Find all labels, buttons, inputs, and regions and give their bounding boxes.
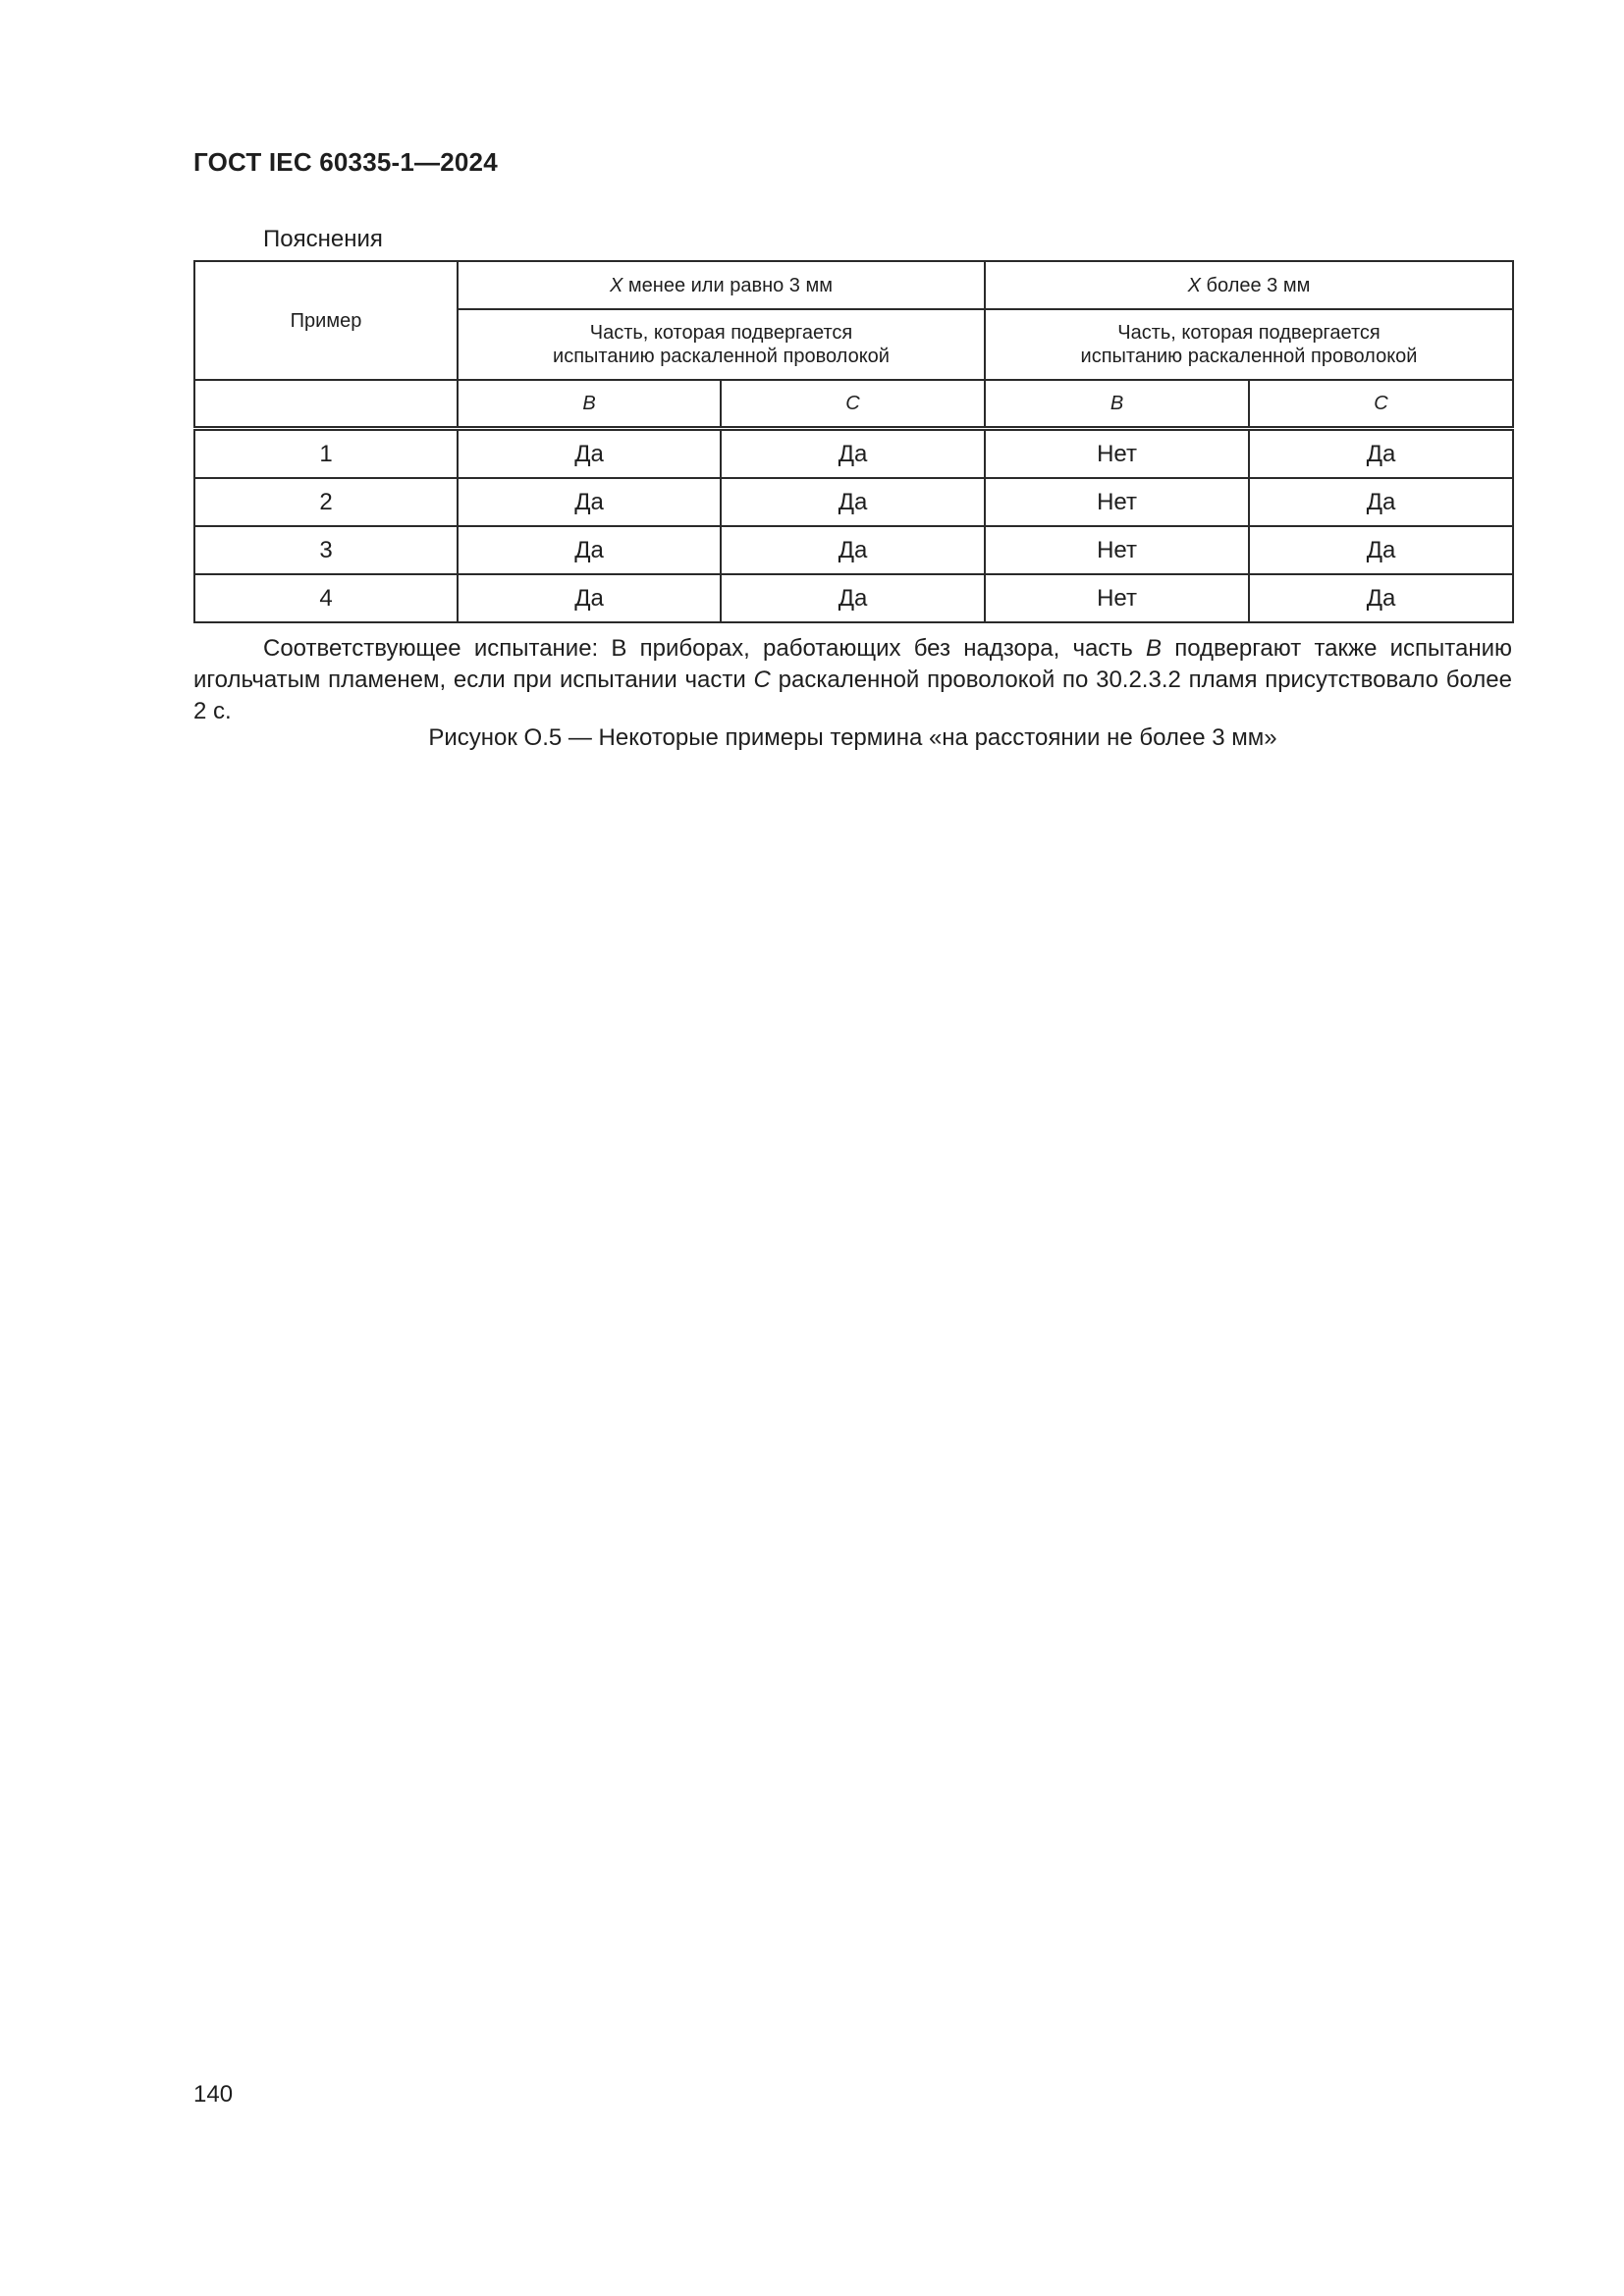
- cell-example-number: 3: [194, 526, 458, 574]
- cell-value: Нет: [985, 574, 1249, 622]
- cell-value: Да: [458, 574, 721, 622]
- header-example: Пример: [194, 261, 458, 380]
- cell-value: Да: [458, 478, 721, 526]
- document-header: ГОСТ IEC 60335-1—2024: [193, 147, 498, 177]
- note-paragraph: [193, 633, 1512, 727]
- cell-value: Да: [721, 429, 985, 479]
- table-row: [194, 574, 1513, 622]
- header-part-b-le3: B: [458, 380, 721, 429]
- header-group-le3-var: X: [610, 274, 623, 296]
- cell-value: Нет: [985, 526, 1249, 574]
- header-sub-le3: [458, 309, 985, 380]
- page-number: 140: [193, 2081, 234, 2108]
- cell-value: Да: [721, 478, 985, 526]
- table-row: [194, 526, 1513, 574]
- cell-value: Да: [458, 526, 721, 574]
- header-part-c-le3: C: [721, 380, 985, 429]
- cell-value: Да: [721, 574, 985, 622]
- header-group-gt3-label: более 3 мм: [1201, 274, 1311, 296]
- cell-value: Да: [1249, 574, 1513, 622]
- header-sub-gt3-text: Часть, которая подвергается испытанию раскаленной проволокой: [1080, 322, 1418, 367]
- cell-example-number: 1: [194, 429, 458, 479]
- legend-title: Пояснения: [263, 226, 383, 252]
- table-row: [194, 478, 1513, 526]
- cell-value: Нет: [985, 429, 1249, 479]
- note-text: подвергают также испытанию игольчатым пламенем, если при испытании части: [193, 635, 1512, 693]
- cell-example-number: 4: [194, 574, 458, 622]
- header-sub-gt3: [985, 309, 1513, 380]
- cell-example-number: 2: [194, 478, 458, 526]
- note-var-b: B: [1146, 635, 1163, 662]
- header-part-b-gt3: B: [985, 380, 1249, 429]
- examples-table: [193, 260, 1514, 623]
- table-row: [194, 429, 1513, 479]
- figure-caption: Рисунок О.5 — Некоторые примеры термина «на расстоянии не более 3 мм»: [428, 724, 1277, 751]
- note-var-c: C: [753, 667, 771, 693]
- cell-value: Да: [1249, 478, 1513, 526]
- cell-value: Да: [1249, 429, 1513, 479]
- header-group-gt3-var: X: [1187, 274, 1201, 296]
- header-group-gt3: [985, 261, 1513, 309]
- header-sub-le3-text: Часть, которая подвергается испытанию раскаленной проволокой: [553, 322, 890, 367]
- note-text: раскаленной проволокой по 30.2.3.2 пламя присутствовало более 2 с.: [193, 667, 1512, 724]
- cell-value: Да: [721, 526, 985, 574]
- cell-value: Да: [1249, 526, 1513, 574]
- header-part-c-gt3: C: [1249, 380, 1513, 429]
- note-text: Соответствующее испытание: В приборах, работающих без надзора, часть: [263, 635, 1146, 662]
- header-group-le3-label: менее или равно 3 мм: [623, 274, 833, 296]
- header-group-le3: [458, 261, 985, 309]
- header-example-blank: [194, 380, 458, 429]
- cell-value: Нет: [985, 478, 1249, 526]
- cell-value: Да: [458, 429, 721, 479]
